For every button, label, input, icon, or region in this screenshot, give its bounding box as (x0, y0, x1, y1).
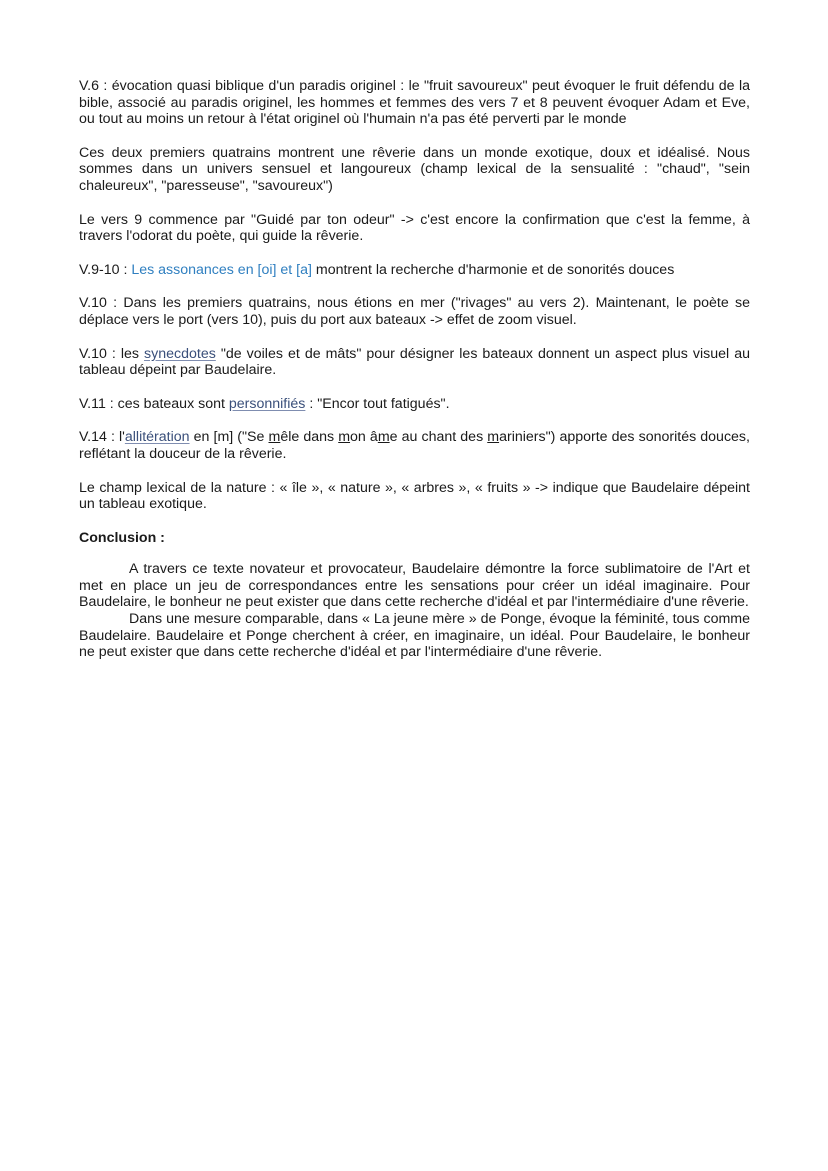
paragraph-nature: Le champ lexical de la nature : « île », « nature », « arbres », « fruits » -> indique que Baudelaire dépeint un tableau exotique. (79, 479, 750, 513)
paragraph-text: montrent la recherche d'harmonie et de sonorités douces (311, 261, 675, 278)
conclusion-paragraph-1: A travers ce texte novateur et provocateur, Baudelaire démontre la force sublimatoire de l'Art et met en place un jeu de correspondances entre les sensations pour créer un idéal imaginaire. Pour Baudelaire, le bonheur ne peut exister que dans cette recherche d'idéal et par l'intermédiaire d'une rêverie. (79, 561, 750, 611)
conclusion-heading: Conclusion : (79, 529, 165, 546)
paragraph-v9-10 (79, 262, 750, 279)
underlined-letter: m (268, 429, 281, 446)
paragraph-text: on â (350, 429, 378, 446)
underlined-letter: m (338, 429, 351, 446)
line-label: V.10 : les (79, 345, 145, 362)
synecdotes-link[interactable]: synecdotes (144, 345, 216, 362)
paragraph-text: ariniers") apporte des sonorités douces, reflétant la douceur de la rêverie. (79, 429, 750, 462)
paragraph-text: en [m] ("Se (189, 429, 269, 446)
paragraph-v10-synecdotes (79, 346, 750, 379)
paragraph-text: êle dans (280, 429, 339, 446)
underlined-letter: m (377, 429, 390, 446)
paragraph-text: "de voiles et de mâts" pour désigner les bateaux donnent un aspect plus visuel au tableau dépeint par Baudelaire. (79, 345, 750, 379)
paragraph-v6: V.6 : évocation quasi biblique d'un paradis originel : le "fruit savoureux" peut évoquer le fruit défendu de la bible, associé au paradis originel, les hommes et femmes des vers 7 et 8 peuvent évoquer Adam et Eve, ou tout au moins un retour à l'état originel où l'humain n'a pas été perverti par le monde (79, 78, 750, 128)
paragraph-text: e au chant des (389, 429, 488, 446)
line-label: V.9-10 : (79, 261, 132, 278)
paragraph-v14 (79, 429, 750, 462)
assonances-highlight: Les assonances en [oi] et [a] (131, 261, 312, 278)
paragraph-quatrains: Ces deux premiers quatrains montrent une rêverie dans un monde exotique, doux et idéalisé. Nous sommes dans un univers sensuel et langoureux (champ lexical de la sensualité : "chaud", "sein chaleureux", "paresseuse", "savoureux") (79, 144, 750, 194)
paragraph-v11 (79, 396, 750, 413)
paragraph-vers9: Le vers 9 commence par "Guidé par ton odeur" -> c'est encore la confirmation que c'est la femme, à travers l'odorat du poète, qui guide la rêverie. (79, 211, 750, 245)
underlined-letter: m (487, 429, 500, 446)
conclusion-paragraph-2: Dans une mesure comparable, dans « La jeune mère » de Ponge, évoque la féminité, tous comme Baudelaire. Baudelaire et Ponge cherchent à créer, en imaginaire, un idéal. Pour Baudelaire, le bonheur ne peut exister que dans cette recherche d'idéal et par l'intermédiaire d'une rêverie. (79, 611, 750, 661)
paragraph-text: : "Encor tout fatigués". (305, 395, 450, 412)
alliteration-link[interactable]: allitération (124, 429, 190, 446)
line-label: V.14 : l' (79, 429, 125, 446)
personnifies-link[interactable]: personnifiés (228, 395, 306, 412)
paragraph-v10-port: V.10 : Dans les premiers quatrains, nous étions en mer ("rivages" au vers 2). Maintenant, le poète se déplace vers le port (vers 10), puis du port aux bateaux -> effet de zoom visuel. (79, 295, 750, 328)
line-label: V.11 : ces bateaux sont (79, 395, 229, 412)
